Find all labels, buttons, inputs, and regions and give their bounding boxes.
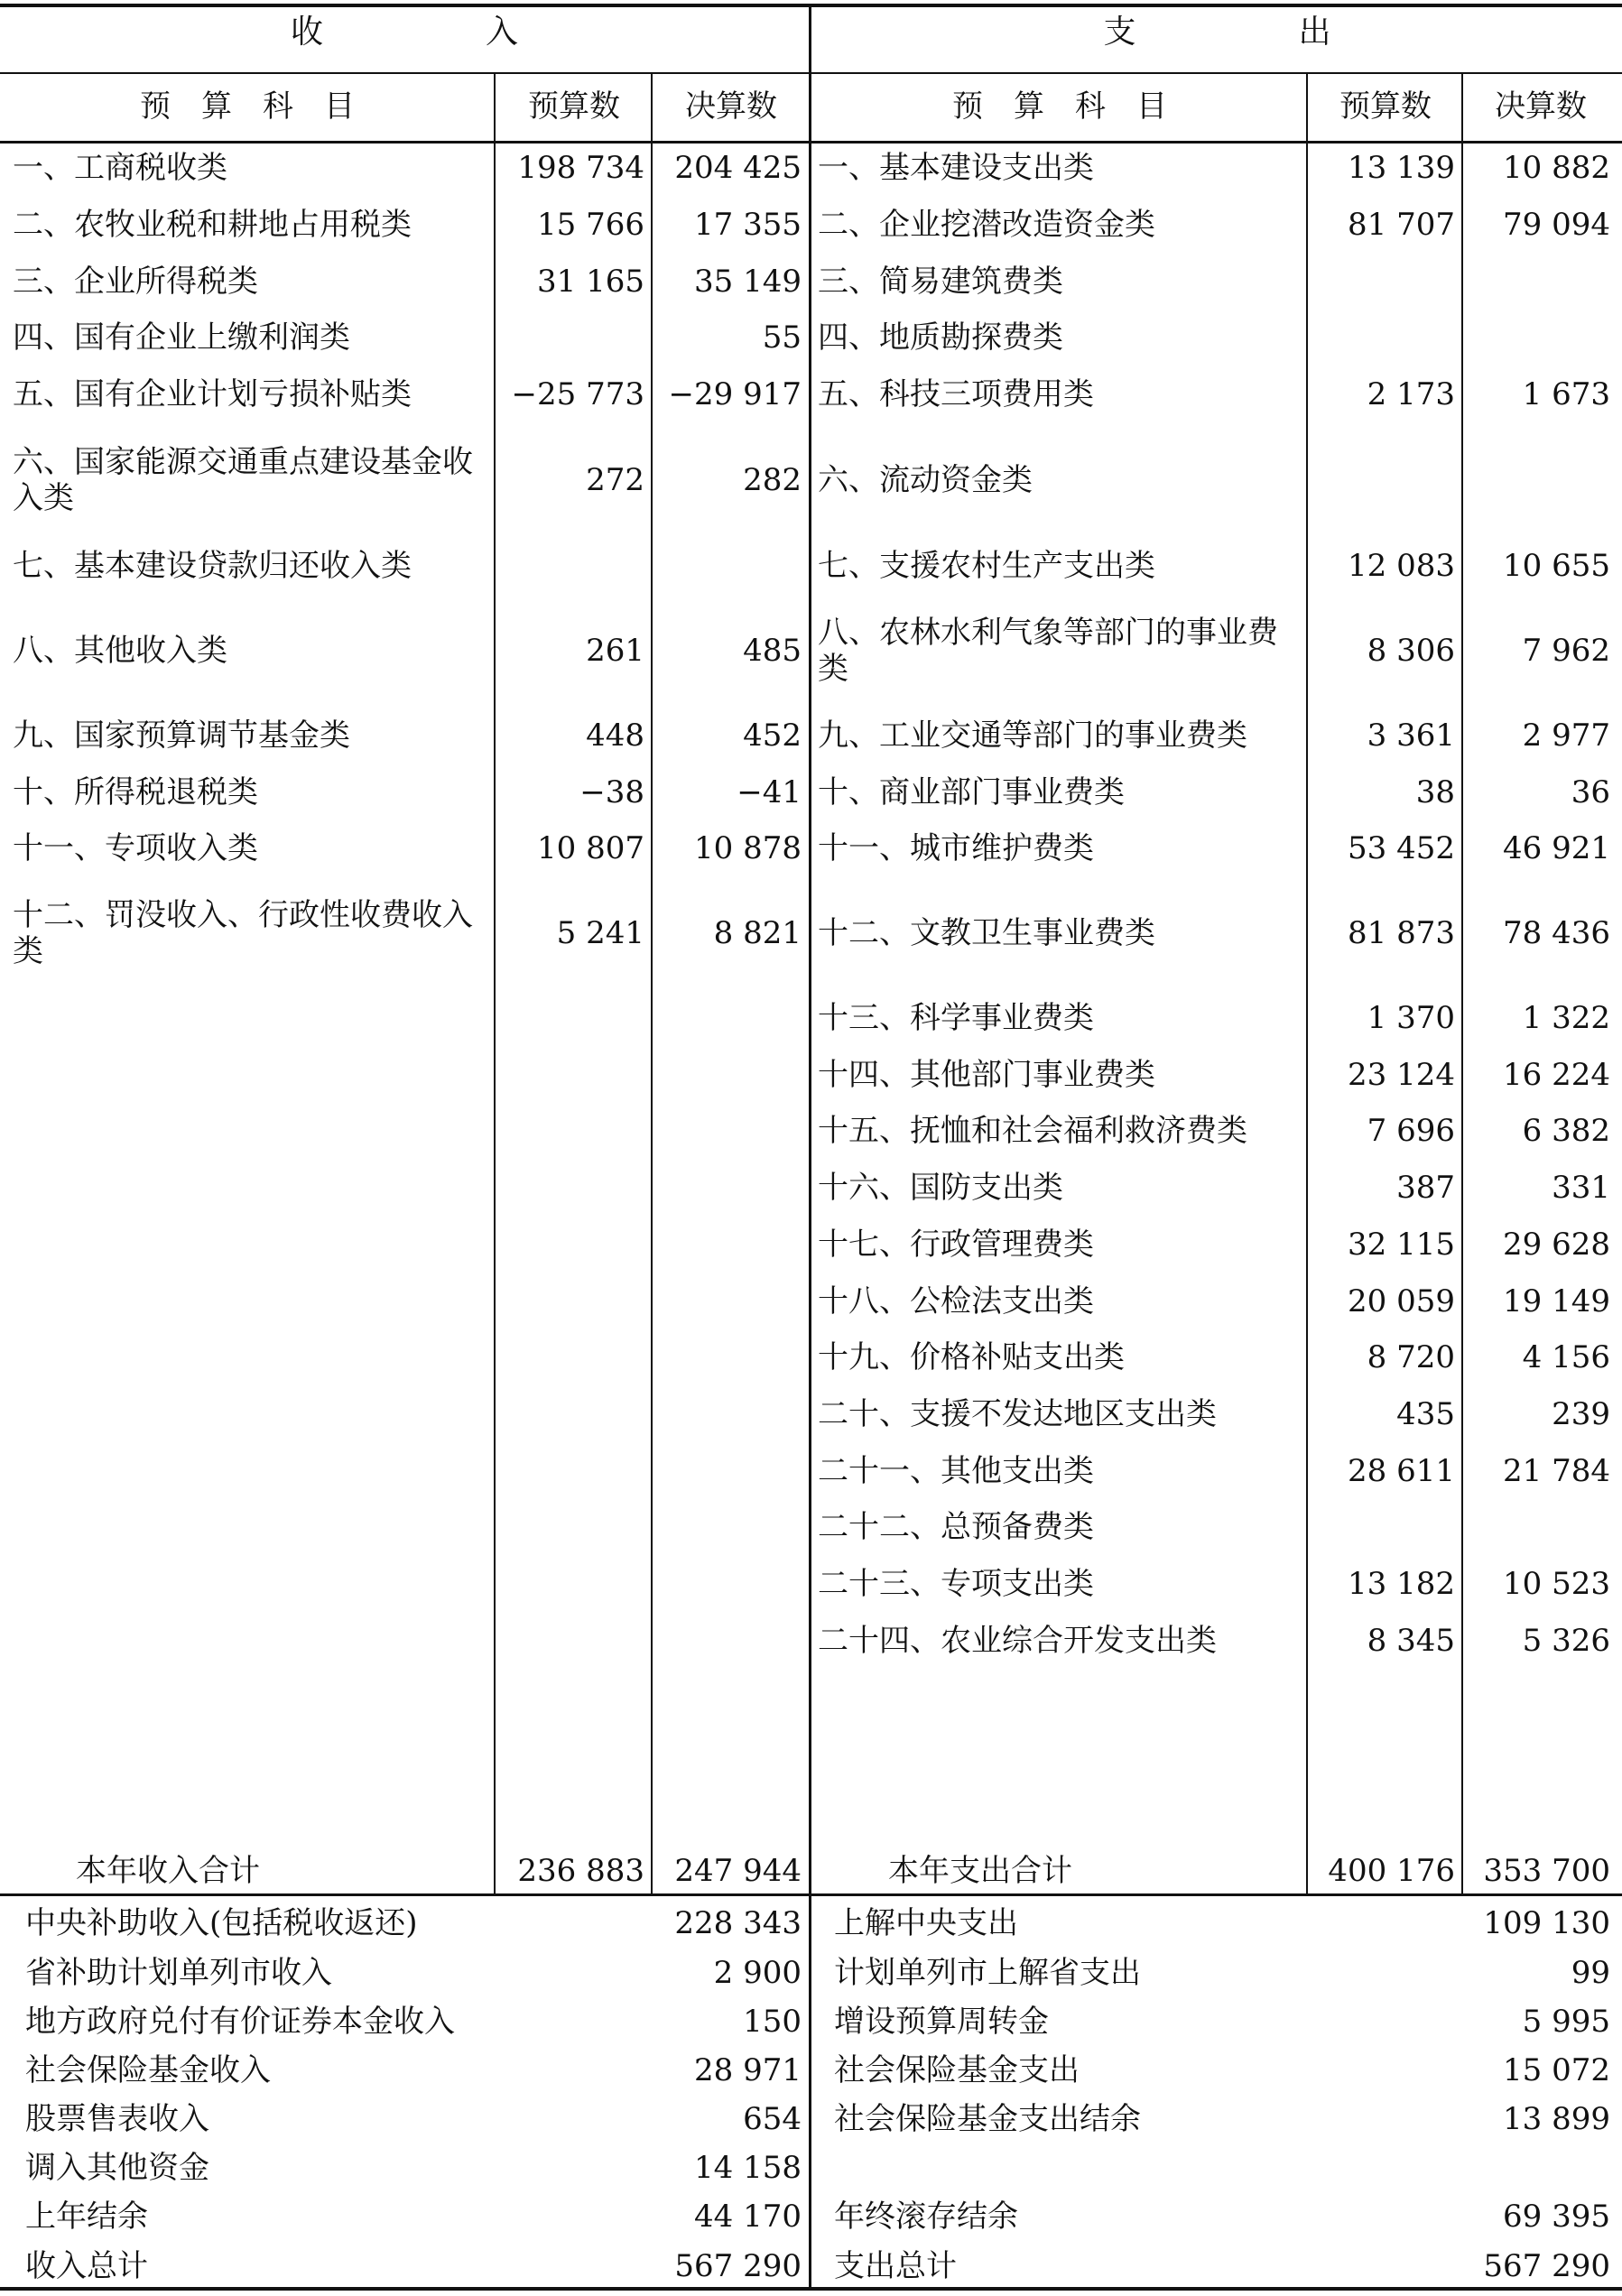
income-row-final: 282 — [743, 462, 802, 498]
expenditure-total-budget: 400 176 — [1328, 1853, 1455, 1889]
expenditure-extra-item: 增设预算周转金 — [834, 2004, 1049, 2040]
income-row-final: 8 821 — [713, 915, 802, 951]
income-extra-value: 150 — [743, 2004, 802, 2040]
header-exp-final: 决算数 — [1495, 88, 1587, 125]
expenditure-row-item: 五、科技三项费用类 — [818, 376, 1094, 412]
income-row-item: 八、其他收入类 — [13, 633, 227, 669]
income-row-final: 452 — [743, 718, 802, 754]
expenditure-row-final: 16 224 — [1503, 1057, 1610, 1093]
expenditure-row-item: 二、企业挖潜改造资金类 — [818, 207, 1155, 243]
income-extra-value: 44 170 — [694, 2199, 802, 2235]
income-extra-item: 省补助计划单列市收入 — [25, 1955, 332, 1991]
expenditure-row-final: 10 523 — [1503, 1566, 1610, 1602]
expenditure-row-item: 十六、国防支出类 — [818, 1170, 1063, 1206]
exp-budget-divider — [1306, 72, 1308, 1895]
expenditure-extra-item: 计划单列市上解省支出 — [834, 1955, 1141, 1991]
income-row-budget: −25 773 — [511, 376, 644, 412]
income-row-budget: −38 — [579, 774, 644, 810]
income-row-item: 十二、罚没收入、行政性收费收入类 — [13, 897, 473, 969]
expenditure-row-budget: 8 345 — [1367, 1623, 1455, 1659]
expenditure-row-final: 7 962 — [1522, 633, 1610, 669]
expenditure-row-item: 十九、价格补贴支出类 — [818, 1339, 1125, 1375]
income-row-final: 485 — [743, 633, 802, 669]
expenditure-row-final: 78 436 — [1503, 915, 1610, 951]
income-extra-value: 654 — [743, 2101, 802, 2137]
expenditure-row-item: 十四、其他部门事业费类 — [818, 1057, 1155, 1093]
expenditure-row-item: 十五、抚恤和社会福利救济费类 — [818, 1113, 1247, 1149]
expenditure-row-final: 10 655 — [1503, 548, 1610, 584]
expenditure-extra-value: 69 395 — [1503, 2199, 1610, 2235]
expenditure-row-budget: 23 124 — [1348, 1057, 1455, 1093]
expenditure-extra-item: 上解中央支出 — [834, 1905, 1018, 1941]
expenditure-row-item: 三、简易建筑费类 — [818, 264, 1063, 300]
income-row-budget: 31 165 — [537, 264, 644, 300]
income-row-budget: 198 734 — [517, 150, 644, 186]
income-row-item: 三、企业所得税类 — [13, 264, 258, 300]
income-final-divider — [651, 72, 653, 1895]
expenditure-row-item: 十七、行政管理费类 — [818, 1227, 1094, 1263]
expenditure-row-item: 十八、公检法支出类 — [818, 1283, 1094, 1319]
income-total-label: 本年收入合计 — [76, 1853, 260, 1889]
expenditure-row-final: 29 628 — [1503, 1227, 1610, 1263]
header-exp-item: 预 算 科 目 — [952, 88, 1167, 125]
expenditure-row-budget: 32 115 — [1348, 1227, 1455, 1263]
expenditure-row-budget: 53 452 — [1348, 830, 1455, 866]
income-row-final: −41 — [737, 774, 802, 810]
expenditure-extra-value: 567 290 — [1483, 2248, 1610, 2284]
income-row-item: 七、基本建设贷款归还收入类 — [13, 548, 412, 584]
expenditure-row-budget: 8 720 — [1367, 1339, 1455, 1375]
income-row-final: 35 149 — [694, 264, 802, 300]
income-extra-value: 14 158 — [694, 2150, 802, 2186]
header-income: 收 入 — [290, 14, 518, 51]
expenditure-extra-item: 支出总计 — [834, 2248, 957, 2284]
expenditure-row-item: 七、支援农村生产支出类 — [818, 548, 1155, 584]
exp-final-divider — [1461, 72, 1463, 1895]
income-row-budget: 448 — [586, 718, 644, 754]
income-row-budget: 272 — [586, 462, 644, 498]
expenditure-row-budget: 81 707 — [1348, 207, 1455, 243]
expenditure-row-item: 十一、城市维护费类 — [818, 830, 1094, 866]
expenditure-total-label: 本年支出合计 — [888, 1853, 1072, 1889]
income-row-item: 五、国有企业计划亏损补贴类 — [13, 376, 412, 412]
expenditure-row-budget: 1 370 — [1367, 1000, 1455, 1036]
expenditure-extra-item: 社会保险基金支出 — [834, 2052, 1080, 2088]
expenditure-row-item: 九、工业交通等部门的事业费类 — [818, 718, 1247, 754]
expenditure-row-budget: 12 083 — [1348, 548, 1455, 584]
expenditure-extra-value: 99 — [1571, 1955, 1610, 1991]
income-row-final: 17 355 — [694, 207, 802, 243]
header-exp-budget: 预算数 — [1339, 88, 1432, 125]
income-extra-item: 调入其他资金 — [25, 2150, 209, 2186]
expenditure-row-budget: 8 306 — [1367, 633, 1455, 669]
income-total-final: 247 944 — [674, 1853, 802, 1889]
income-row-budget: 261 — [586, 633, 644, 669]
income-row-final: 204 425 — [674, 150, 802, 186]
expenditure-row-final: 239 — [1552, 1396, 1610, 1432]
expenditure-row-final: 331 — [1552, 1170, 1610, 1206]
income-budget-divider — [494, 72, 496, 1895]
income-row-final: 55 — [762, 319, 802, 356]
income-row-budget: 10 807 — [537, 830, 644, 866]
expenditure-row-final: 19 149 — [1503, 1283, 1610, 1319]
expenditure-row-budget: 38 — [1415, 774, 1455, 810]
expenditure-row-item: 一、基本建设支出类 — [818, 150, 1094, 186]
expenditure-extra-value: 13 899 — [1503, 2101, 1610, 2137]
income-row-budget: 5 241 — [556, 915, 644, 951]
expenditure-row-final: 79 094 — [1503, 207, 1610, 243]
expenditure-row-final: 6 382 — [1522, 1113, 1610, 1149]
expenditure-extra-item: 社会保险基金支出结余 — [834, 2101, 1141, 2137]
expenditure-row-item: 二十一、其他支出类 — [818, 1453, 1094, 1489]
income-extra-value: 228 343 — [674, 1905, 802, 1941]
header-expenditure: 支 出 — [1103, 14, 1331, 51]
expenditure-row-budget: 13 182 — [1348, 1566, 1455, 1602]
expenditure-row-final: 10 882 — [1503, 150, 1610, 186]
expenditure-row-item: 八、农林水利气象等部门的事业费类 — [818, 615, 1278, 687]
header-income-item: 预 算 科 目 — [140, 88, 355, 125]
expenditure-row-budget: 2 173 — [1367, 376, 1455, 412]
expenditure-row-final: 5 326 — [1522, 1623, 1610, 1659]
income-extra-item: 中央补助收入(包括税收返还) — [25, 1905, 418, 1941]
expenditure-row-item: 六、流动资金类 — [818, 462, 1033, 498]
income-extra-item: 地方政府兑付有价证券本金收入 — [25, 2004, 455, 2040]
income-extra-item: 股票售表收入 — [25, 2101, 209, 2137]
expenditure-row-budget: 7 696 — [1367, 1113, 1455, 1149]
expenditure-extra-value: 15 072 — [1503, 2052, 1610, 2088]
header-income-budget: 预算数 — [528, 88, 620, 125]
income-extra-value: 567 290 — [674, 2248, 802, 2284]
expenditure-row-item: 十、商业部门事业费类 — [818, 774, 1125, 810]
expenditure-row-budget: 3 361 — [1367, 718, 1455, 754]
income-row-item: 四、国有企业上缴利润类 — [13, 319, 350, 356]
expenditure-row-budget: 435 — [1396, 1396, 1455, 1432]
expenditure-row-final: 21 784 — [1503, 1453, 1610, 1489]
income-row-item: 六、国家能源交通重点建设基金收入类 — [13, 444, 473, 516]
income-extra-value: 28 971 — [694, 2052, 802, 2088]
expenditure-row-budget: 81 873 — [1348, 915, 1455, 951]
income-row-item: 九、国家预算调节基金类 — [13, 718, 350, 754]
expenditure-row-final: 1 673 — [1522, 376, 1610, 412]
expenditure-row-final: 1 322 — [1522, 1000, 1610, 1036]
income-extra-value: 2 900 — [713, 1955, 802, 1991]
income-extra-item: 收入总计 — [25, 2248, 148, 2284]
income-total-budget: 236 883 — [517, 1853, 644, 1889]
income-extra-item: 社会保险基金收入 — [25, 2052, 271, 2088]
expenditure-row-item: 十三、科学事业费类 — [818, 1000, 1094, 1036]
expenditure-extra-item: 年终滚存结余 — [834, 2199, 1018, 2235]
expenditure-row-item: 四、地质勘探费类 — [818, 319, 1063, 356]
expenditure-row-final: 4 156 — [1522, 1339, 1610, 1375]
expenditure-row-final: 46 921 — [1503, 830, 1610, 866]
expenditure-row-final: 36 — [1571, 774, 1610, 810]
expenditure-row-item: 二十二、总预备费类 — [818, 1509, 1094, 1545]
expenditure-row-budget: 28 611 — [1348, 1453, 1455, 1489]
expenditure-row-item: 二十四、农业综合开发支出类 — [818, 1623, 1217, 1659]
header-income-final: 决算数 — [685, 88, 777, 125]
expenditure-row-budget: 387 — [1396, 1170, 1455, 1206]
expenditure-extra-value: 5 995 — [1522, 2004, 1610, 2040]
expenditure-row-item: 二十、支援不发达地区支出类 — [818, 1396, 1217, 1432]
expenditure-row-item: 十二、文教卫生事业费类 — [818, 915, 1155, 951]
income-row-item: 二、农牧业税和耕地占用税类 — [13, 207, 412, 243]
center-divider — [809, 4, 811, 2291]
expenditure-row-budget: 20 059 — [1348, 1283, 1455, 1319]
income-row-item: 十、所得税退税类 — [13, 774, 258, 810]
expenditure-extra-value: 109 130 — [1483, 1905, 1610, 1941]
expenditure-row-budget: 13 139 — [1348, 150, 1455, 186]
expenditure-row-final: 2 977 — [1522, 718, 1610, 754]
income-row-item: 十一、专项收入类 — [13, 830, 258, 866]
expenditure-total-final: 353 700 — [1483, 1853, 1610, 1889]
income-row-final: −29 917 — [668, 376, 802, 412]
income-row-final: 10 878 — [694, 830, 802, 866]
expenditure-row-item: 二十三、专项支出类 — [818, 1566, 1094, 1602]
income-row-item: 一、工商税收类 — [13, 150, 227, 186]
income-row-budget: 15 766 — [537, 207, 644, 243]
income-extra-item: 上年结余 — [25, 2199, 148, 2235]
